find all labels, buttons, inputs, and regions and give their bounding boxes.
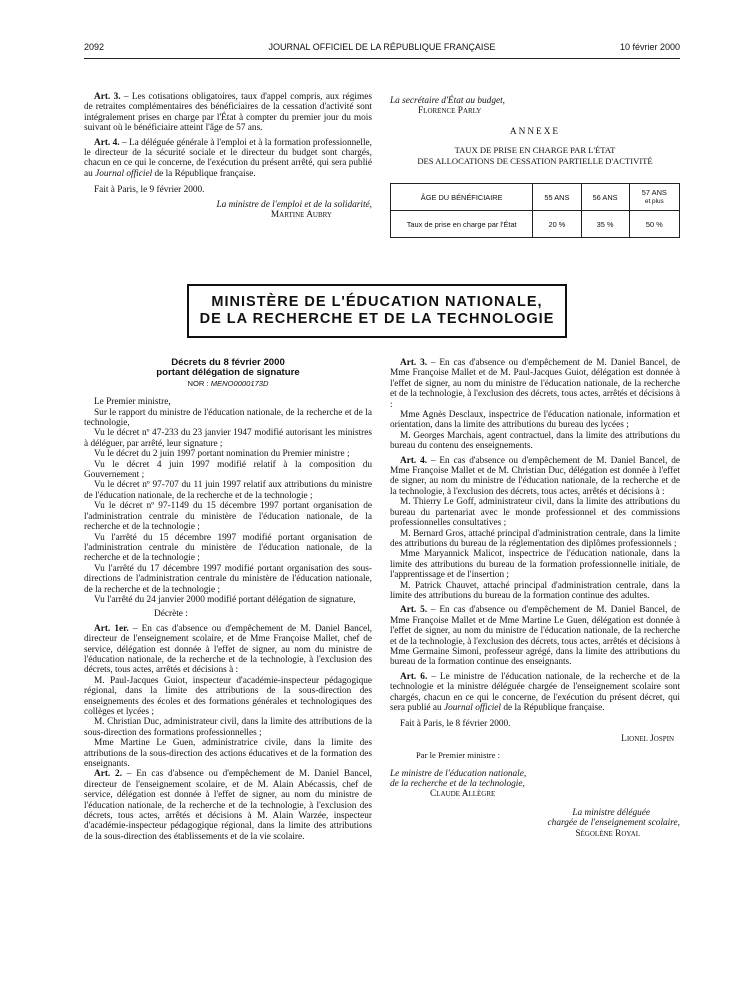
delegate-paragraph: Mme Martine Le Guen, administratrice civile, dans la limite des attributions de la sous-direction des actions éducatives et de la formation des enseignants.	[84, 738, 372, 770]
done-at: Fait à Paris, le 8 février 2000.	[400, 719, 511, 730]
decree-title-1: Décrets du 8 février 2000	[171, 357, 285, 368]
visa: Vu le décret du 2 juin 1997 portant nomination du Premier ministre ;	[94, 449, 350, 460]
table-cell: ÂGE DU BÉNÉFICIAIRE	[391, 184, 533, 211]
table-row	[391, 184, 680, 211]
secretary-title: La secrétaire d'État au budget,	[390, 96, 505, 106]
table-cell: Taux de prise en charge par l'État	[391, 211, 533, 238]
annexe-table	[390, 183, 680, 238]
decrete: Décrète :	[154, 609, 188, 620]
visa: Vu l'arrêté du 17 décembre 1997 modifié portant organisation des sous-directions de l'administration centrale du ministère de l'éducation nationale, de la recherche et de la technologie ;	[84, 563, 372, 595]
article-4: Art. 4. – La déléguée générale à l'emploi et à la formation professionnelle, le directeur de la sécurité sociale et le directeur du budget sont chargés, chacun en ce qui le concerne, de l'exécution du présent arrêté, qui sera publié au Journal officiel de la République française.	[84, 137, 372, 179]
delegate-paragraph: M. Georges Marchais, agent contractuel, dans la limite des attributions du bureau du contenu des enseignements.	[390, 430, 680, 452]
article-4: Art. 4. – En cas d'absence ou d'empêchement de M. Daniel Bancel, de Mme Françoise Mallet et de M. Christian Duc, délégation est donnée à l'effet de signer, au nom du ministre de l'éducation nationale, de la recherche et de la technologie, à l'exclusion des décrets, tous actes, arrêtés et décisions à :	[390, 455, 680, 497]
delegate-minister-name: Ségolène Royal	[575, 828, 640, 839]
banner-line-1: MINISTÈRE DE L'ÉDUCATION NATIONALE,	[211, 294, 543, 310]
visa: Vu le décret 4 juin 1997 modifié relatif à la composition du Gouvernement ;	[84, 459, 372, 481]
delegate-paragraph: M. Christian Duc, administrateur civil, dans la limite des attributions de la sous-direction des formations professionnelles ;	[84, 717, 372, 738]
visa: Vu le décret nº 97-707 du 11 juin 1997 relatif aux attributions du ministre de l'éducation nationale, de la recherche et de la technologie ;	[84, 480, 372, 501]
visa: Vu l'arrêté du 24 janvier 2000 modifié portant délégation de signature,	[94, 594, 356, 605]
table-cell: 35 %	[581, 211, 629, 238]
table-cell: 20 %	[533, 211, 581, 238]
banner-line-2: DE LA RECHERCHE ET DE LA TECHNOLOGIE	[199, 311, 555, 327]
journal-title: JOURNAL OFFICIEL DE LA RÉPUBLIQUE FRANÇAISE	[268, 42, 496, 52]
delegate-paragraph: Mme Agnès Desclaux, inspectrice de l'éducation nationale, information et orientation, dans la limite des attributions du bureau des lycées ;	[390, 410, 680, 431]
article-2: Art. 2. – En cas d'absence ou d'empêchement de M. Daniel Bancel, directeur de l'enseignement scolaire, et de M. Alain Abécassis, chef de service, délégation est donnée à l'effet de signer, au nom du ministre de l'éducation nationale, de la recherche et de la technologie, à l'exclusion des décrets, tous actes, arrêtés et décisions à M. Alain Warzée, inspecteur d'académie-inspecteur pédagogique régional, dans la limite des attributions de la sous-direction des établissements et de la vie scolaire.	[84, 769, 373, 842]
article-3: Art. 3. – En cas d'absence ou d'empêchement de M. Daniel Bancel, de Mme Françoise Mallet et de M. Paul-Jacques Guiot, délégation est donnée à l'effet de signer, au nom du ministre de l'éducation nationale, de la recherche et de la technologie, à l'exclusion des décrets, tous actes, arrêtés et décisions à :	[390, 358, 680, 410]
article-6: Art. 6. – Le ministre de l'éducation nationale, de la recherche et de la technologie et la ministre déléguée chargée de l'enseignement scolaire sont chargés, chacun en ce qui le concerne, de l'exécution du présent décret, qui sera publié au Journal officiel de la République française.	[390, 671, 681, 713]
table-cell: 56 ANS	[581, 184, 629, 211]
delegate-minister-title-2: chargée de l'enseignement scolaire,	[547, 818, 680, 829]
delegate-paragraph: M. Paul-Jacques Guiot, inspecteur d'académie-inspecteur pédagogique régional, dans la limite des attributions de la sous-direction des enseignements des écoles et des formations générales et technologiques des collèges et lycées ;	[84, 675, 372, 717]
table-cell: 57 ANS et plus	[629, 184, 679, 211]
delegate-minister-title-1: La ministre déléguée	[572, 807, 650, 818]
nor-reference: NOR : MENO0000173D	[187, 378, 269, 388]
done-at: Fait à Paris, le 9 février 2000.	[94, 185, 205, 196]
annexe-subtitle-2: DES ALLOCATIONS DE CESSATION PARTIELLE D'ACTIVITÉ	[417, 155, 653, 166]
article-3: Art. 3. – Les cotisations obligatoires, taux d'appel compris, aux régimes de retraites complémentaires des bénéficiaires de la cessation d'activité sont intégralement prises en charge par l'État à compter du premier jour du mois suivant où le bénéficiaire atteint l'âge de 57 ans.	[84, 92, 372, 134]
annexe-subtitle-1: TAUX DE PRISE EN CHARGE PAR L'ÉTAT	[454, 145, 616, 156]
table-cell: 55 ANS	[533, 184, 581, 211]
signer-title: La ministre de l'emploi et de la solidarité,	[216, 199, 372, 210]
top-right-column	[390, 96, 680, 166]
ministry-banner	[187, 284, 567, 338]
by-pm: Par le Premier ministre :	[416, 750, 501, 761]
decree-left-column	[84, 358, 372, 846]
visa: Vu l'arrêté du 15 décembre 1997 modifié portant organisation de l'administration centrale du ministère de l'éducation nationale, de la recherche et de la technologie ;	[84, 532, 372, 564]
decree-right-column	[390, 358, 680, 839]
article-5: Art. 5. – En cas d'absence ou d'empêchement de M. Daniel Bancel, de Mme Françoise Mallet et de Mme Martine Le Guen, délégation est donnée à l'effet de signer, au nom du ministre de l'éducation nationale, de la recherche et de la technologie, à l'exclusion des décrets, tous actes, arrêtés et décisions à Mme Germaine Simoni, professeur agrégé, dans la limite des attributions du bureau de la formation continue des enseignants.	[390, 605, 680, 668]
delegate-paragraph: Mme Maryannick Malicot, inspectrice de l'éducation nationale, dans la limite des attributions du bureau de la formation professionnelle initiale, de l'apprentissage et de l'insertion ;	[390, 549, 680, 581]
delegate-paragraph: M. Thierry Le Goff, administrateur civil, dans la limite des attributions du bureau du partenariat avec le monde professionnel et des commissions professionnelles consultatives ;	[390, 497, 680, 529]
preamble: Le Premier ministre,	[94, 397, 171, 408]
article-1: Art. 1er. – En cas d'absence ou d'empêchement de M. Daniel Bancel, directeur de l'enseignement scolaire, et de Mme Françoise Mallet, chef de service, délégation est donnée à l'effet de signer, au nom du ministre de l'éducation nationale, de la recherche et de la technologie, à l'exclusion des décrets, tous actes, arrêtés et décisions à :	[84, 623, 372, 676]
page-number: 2092	[84, 42, 105, 52]
minister-title-2: de la recherche et de la technologie,	[390, 779, 525, 790]
minister-title-1: Le ministre de l'éducation nationale,	[390, 768, 527, 779]
delegate-paragraph: M. Bernard Gros, attaché principal d'administration centrale, dans la limite des attributions du bureau de la réglementation des diplômes professionnels ;	[390, 528, 680, 549]
running-header	[84, 42, 680, 56]
visa: Vu le décret nº 47-233 du 23 janvier 1947 modifié autorisant les ministres à déléguer, par arrêté, leur signature ;	[84, 428, 372, 449]
secretary-name: Florence Parly	[418, 106, 482, 117]
header-rule	[84, 58, 680, 59]
issue-date: 10 février 2000	[619, 42, 680, 52]
visa: Sur le rapport du ministre de l'éducation nationale, de la recherche et de la technologie,	[84, 407, 372, 429]
annexe-heading: ANNEXE	[509, 126, 561, 137]
visa: Vu le décret nº 97-1149 du 15 décembre 1997 portant organisation de l'administration centrale du ministère de l'éducation nationale, de la recherche et de la technologie ;	[84, 501, 372, 533]
signer-name: Martine Aubry	[270, 210, 332, 221]
table-row	[391, 211, 680, 238]
top-left-column	[84, 92, 372, 220]
delegate-paragraph: M. Patrick Chauvet, attaché principal d'administration centrale, dans la limite des attributions du bureau de la formation continue des adultes.	[390, 580, 680, 601]
decree-title-2: portant délégation de signature	[156, 367, 300, 379]
pm-signature: Lionel Jospin	[621, 733, 674, 744]
minister-name: Claude Allègre	[430, 789, 496, 800]
table-cell: 50 %	[629, 211, 679, 238]
